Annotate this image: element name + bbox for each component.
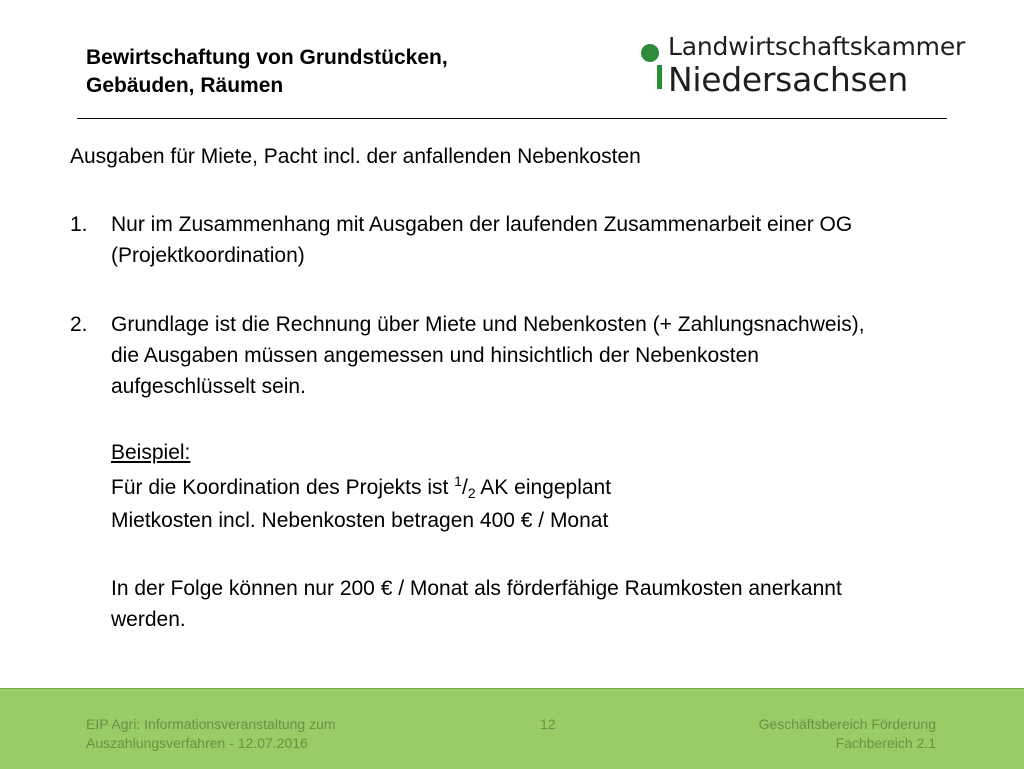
example-heading: Beispiel: <box>111 441 191 464</box>
footer-left-line-2: Auszahlungsverfahren - 12.07.2016 <box>86 735 308 751</box>
header-divider <box>77 118 947 119</box>
example-line-1-suffix: AK eingeplant <box>475 476 612 499</box>
page-title-line-2: Gebäuden, Räumen <box>86 74 284 97</box>
green-dot-and-bar-icon <box>638 32 668 96</box>
page-title <box>86 44 606 100</box>
footer-right-line-1: Geschäftsbereich Förderung <box>758 716 936 732</box>
footer-right-line-2: Fachbereich 2.1 <box>835 735 936 751</box>
footer-left-line-1: EIP Agri: Informationsveranstaltung zum <box>86 716 336 732</box>
example-line-1 <box>111 472 611 503</box>
list-item-1-number: 1. <box>70 213 88 236</box>
example-line-2: Mietkosten incl. Nebenkosten betragen 400 € / Monat <box>111 509 609 532</box>
list-item-2-line-3: aufgeschlüsselt sein. <box>111 375 306 398</box>
footer-event-info <box>86 715 336 753</box>
footer-bar <box>0 688 1024 769</box>
list-item-1-line-2: (Projektkoordination) <box>111 244 305 267</box>
fraction <box>454 473 476 501</box>
list-item-2-line-2: die Ausgaben müssen angemessen und hinsichtlich der Nebenkosten <box>111 344 759 367</box>
conclusion-line-1: In der Folge können nur 200 € / Monat als förderfähige Raumkosten anerkannt <box>111 577 842 600</box>
logo <box>638 32 968 99</box>
page-number: 12 <box>540 716 556 732</box>
conclusion-text <box>111 573 842 635</box>
fraction-slash: / <box>461 476 468 499</box>
page-title-line-1: Bewirtschaftung von Grundstücken, <box>86 46 448 69</box>
fraction-denominator: 2 <box>467 485 476 501</box>
list-item-2 <box>111 309 865 402</box>
list-item-2-line-1: Grundlage ist die Rechnung über Miete und Nebenkosten (+ Zahlungsnachweis), <box>111 313 865 336</box>
example-line-1-text: Für die Koordination des Projekts ist <box>111 476 455 499</box>
footer-department-info <box>759 715 936 753</box>
conclusion-line-2: werden. <box>111 608 186 631</box>
list-item-1 <box>111 209 852 271</box>
logo-text-line-1: Landwirtschaftskammer <box>668 32 966 61</box>
intro-text: Ausgaben für Miete, Pacht incl. der anfallenden Nebenkosten <box>70 145 641 168</box>
list-item-2-number: 2. <box>70 313 88 336</box>
logo-text-line-2: Niedersachsen <box>668 60 908 99</box>
list-item-1-line-1: Nur im Zusammenhang mit Ausgaben der laufenden Zusammenarbeit einer OG <box>111 213 853 236</box>
fraction-numerator: 1 <box>454 473 462 489</box>
